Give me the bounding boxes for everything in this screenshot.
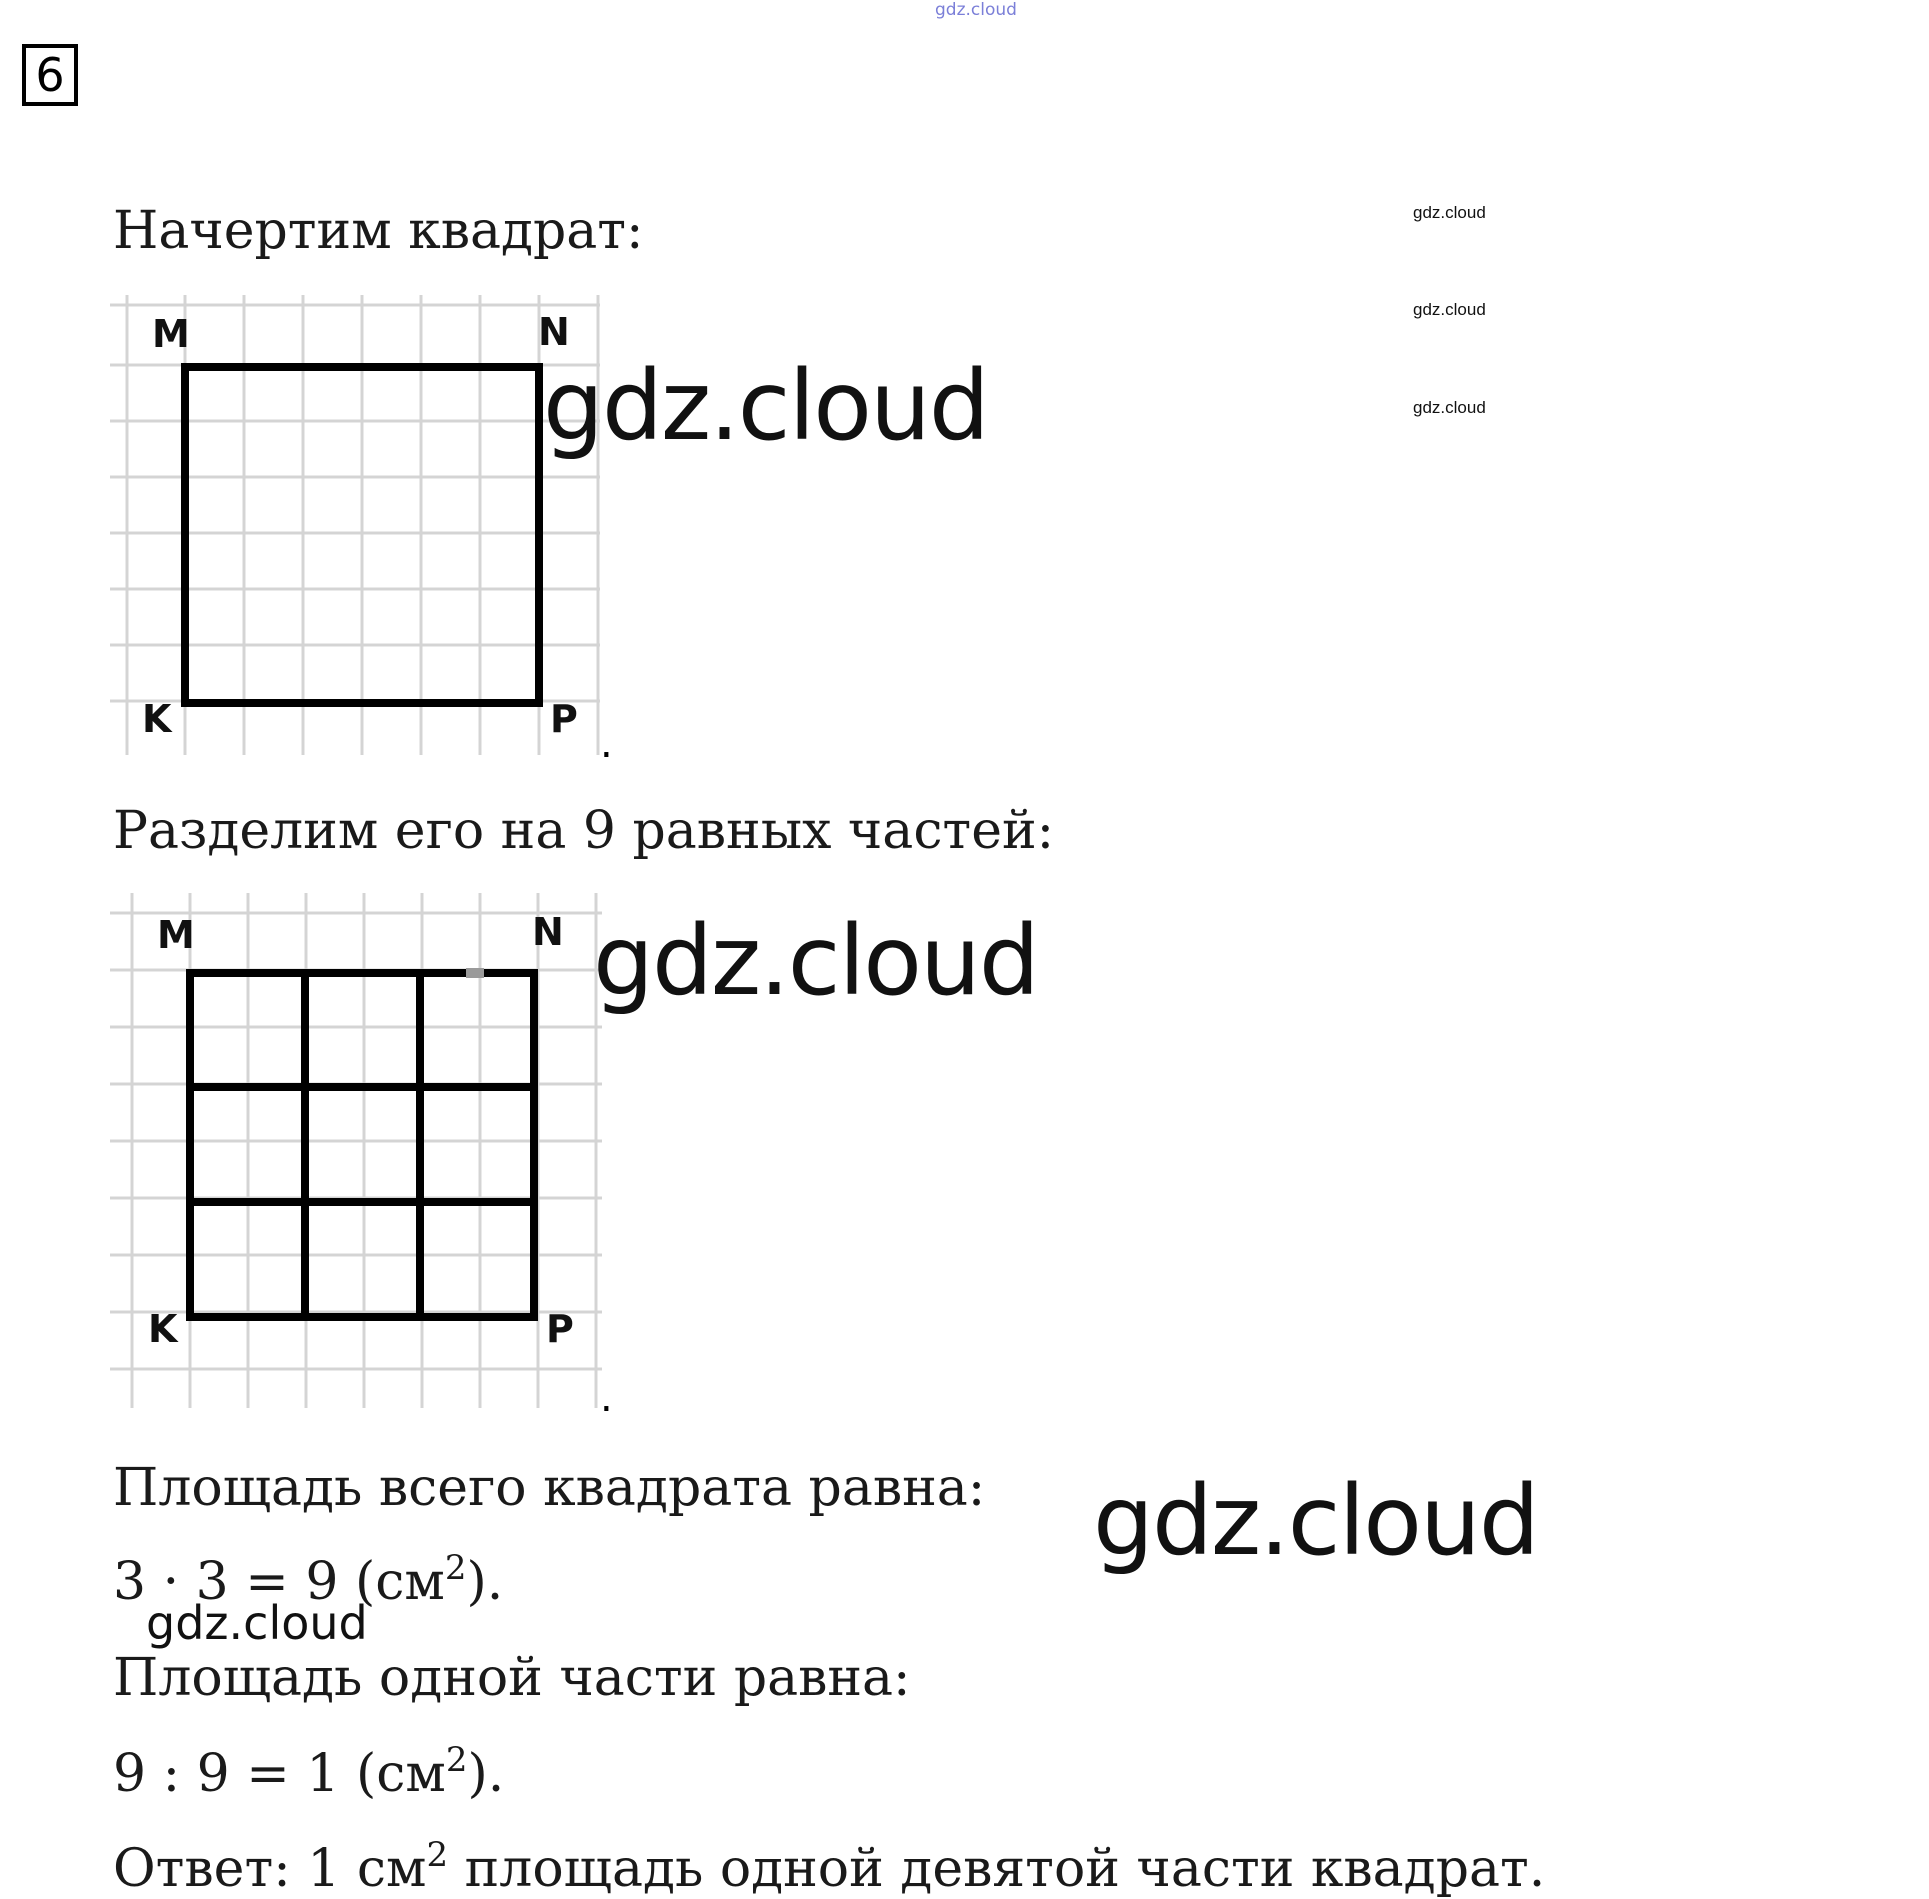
divide-text: Разделим его на 9 равных частей:: [113, 801, 1055, 861]
label-n: N: [538, 310, 570, 354]
label-m: M: [157, 913, 195, 957]
figure1-end-mark: .: [600, 721, 613, 767]
watermark-small-1: gdz.cloud: [1413, 203, 1486, 222]
watermark-big-2: gdz.cloud: [593, 905, 1038, 1017]
watermark-small-3: gdz.cloud: [1413, 398, 1486, 417]
area-part-text: Площадь одной части равна:: [113, 1648, 911, 1708]
label-m: M: [152, 312, 190, 356]
answer-prefix: Ответ: 1 см: [113, 1839, 427, 1899]
watermark-big-1: gdz.cloud: [543, 350, 988, 462]
area-part-formula: [113, 1740, 505, 1804]
divided-square-figure: [110, 893, 610, 1413]
square-figure: [110, 295, 610, 755]
grid-gap-marker: [466, 968, 484, 978]
watermark-mid: gdz.cloud: [146, 1596, 368, 1650]
watermark-small-2: gdz.cloud: [1413, 300, 1486, 319]
area-whole-text: Площадь всего квадрата равна:: [113, 1458, 986, 1518]
formula-exponent: 2: [444, 1548, 467, 1588]
label-p: P: [546, 1307, 574, 1351]
label-p: P: [550, 697, 578, 741]
intro-text: Начертим квадрат:: [113, 201, 644, 261]
formula-tail: ).: [466, 1552, 504, 1612]
formula-tail: ).: [467, 1744, 505, 1804]
label-k: K: [142, 697, 172, 741]
label-k: K: [148, 1307, 178, 1351]
watermark-big-3: gdz.cloud: [1093, 1465, 1538, 1577]
watermark-top: gdz.cloud: [935, 0, 1017, 20]
formula-exponent: 2: [445, 1740, 468, 1780]
answer-rest: площадь одной девятой части квадрат.: [448, 1839, 1546, 1899]
formula-expression: 9 : 9 = 1 (см: [113, 1744, 446, 1804]
task-number: 6: [22, 44, 78, 106]
division-lines: [186, 973, 534, 1317]
answer-text: [113, 1835, 1546, 1899]
formula-expression: 3 · 3 = 9 (см: [113, 1552, 445, 1612]
answer-exponent: 2: [426, 1835, 449, 1875]
figure2-end-mark: .: [600, 1375, 613, 1421]
label-n: N: [532, 910, 564, 954]
